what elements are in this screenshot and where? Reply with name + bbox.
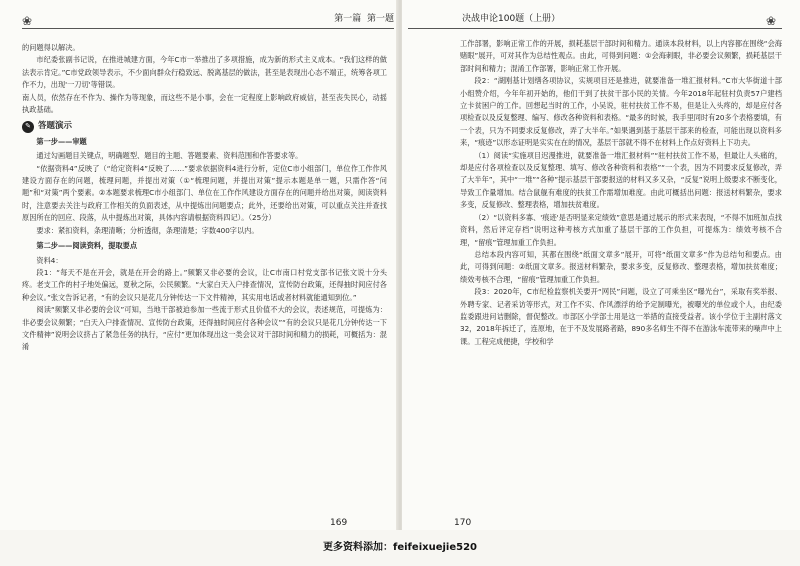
material-label: 资料4：: [36, 255, 63, 265]
paragraph: 市纪委张副书记说，在推进城建方面，今年C市一举推出了多项措施，成为新的形式主义成本。“我们这样的做法表示肯定。”C市党政领导表示，不少面向群众行稳致远、脱离基层的做法，甚至是表现出心态不端正，统筹各项工作不力，出现'一刀切'等错误。: [22, 55, 387, 90]
header-book-title: 决战申论100题（上册）: [462, 14, 561, 24]
paragraph: 工作部署，影响正常工作的开展，损耗基层干部时间和精力。通读本段材料，以上内容都在围绕“会海赌眼”展开，可对其作为总结性观点。由此，可得到问题：①会海刺眼，非必要会议频繁，损耗基层干部时间和精力；混淆工作部署，影响正常工作开展。: [460, 39, 782, 73]
left-page-header: [22, 8, 394, 29]
step2-title: 第二步——阅读资料，提取要点: [36, 241, 138, 251]
footer-caption: 更多资料添加：feifeixuejie520: [0, 530, 800, 566]
right-page-header: [408, 8, 782, 29]
paragraph: （1）阅读“实施项目迟漫推进，就要准备一堆汇报材料”“驻村扶贫工作不易，但最让人头痛的，却是应付各项检查以及反复整理、填写、修改各种资料和表格”“一个表，因为不同要求反复修改，弄了大半年”，其中“一堆”“各种”提示基层干部要报送的材料又多又杂，“反复”说明上级要求不断变化，导致工作量增加。结合鼠舰有难度的扶贫工作需增加难度。由此可概括出问题：报送材料繁杂，要求多变，反复修改、整理表格，增加扶贫难度。: [460, 150, 782, 210]
header-chapter: 第一题: [366, 14, 394, 24]
paragraph: “依据资料4”反映了（“给定资料4”反映了……”要求依据资料4进行分析，定位C市小组部门，单位作工作作风建设方面存在的问题，梳理问题，并提出对策（①“梳理问题，并提出对策”提示本题是单一题，只需作答“问题”和“对策”两个要素。②本题要求梳理C市小组部门、单位在工作作风建设方面存在的问题并给出对策，阅读资料时，注意要去关注与政府工作相关的负面表述，从中提炼出问题要点；此外，还要给出对策，可以重点关注并查找原因所在的回应、段落，从中提炼出对策，具体内容请根据资料四记）。（25分）: [22, 163, 387, 223]
left-page: [0, 0, 398, 530]
section-title: 答题演示: [38, 121, 73, 132]
step1-title: 第一步——审题: [36, 136, 87, 146]
pencil-icon: ✎: [22, 121, 34, 133]
paragraph: 阅读“频繁又非必要的会议”可知，当地干部被迫参加一些流于形式且价值不大的会议，表述规范，可提炼为：非必要会议频繁；“白天入户排查情况、宣传防台政策，还得抽时间应付各种会议”“有的会议只是花几分钟传达一下文件精神”说明会议挤占了紧急任务的执行，“应付”更加体现出这一类会议对干部时间和精力的损耗，可概括为：混淆: [22, 305, 387, 352]
paragraph: （2）“以资料多寡、'痕迹'是否明显来定绩效”意思是通过展示的形式来表现，“不得不加班加点找资料，然后评定存档”说明这种考核方式加重了基层干部的工作负担，可提炼为：绩效考核不合理，“留痕”管理加重工作负担。: [460, 212, 782, 247]
left-header-chapter: [330, 11, 394, 24]
left-body: [22, 42, 387, 354]
right-body: [460, 38, 782, 348]
paragraph: 段3：2020年，C市纪检监察机关要开“网民”问题，设立了可乘坐区“曝光台”，采取有奖举报、外聘专家、记者采访等形式，对工作不实、作风漂浮的给予定制曝光，被曝光的单位或个人，由纪委监委跟进问诘删除，督促整改。市部区小学部士用是这一举措的直接受益者。该小学位于主副村落文32，2018年拆迁了，连原地，在于不及发展路者路，890多名师生不得不在游泳车流带来的噪声中上课。工程完成便捷，学校和学: [460, 287, 782, 346]
paragraph: 总结本段内容可知，其都在围绕“纸面文章多”展开，可将“纸面文章多”作为总结句和要点。由此，可得到问题：②纸面文章多。报送材料繁杂，要求多变，反复修改、整理表格，增加扶贫难度；绩效考核不合理，“留痕”管理加重工作负担。: [460, 249, 782, 284]
header-part: 第一篇: [334, 14, 362, 24]
page-number-left: 169: [330, 518, 348, 528]
leaf-ornament-icon: ❀: [22, 14, 33, 28]
paragraph: 要求：紧扣资料，条理清晰；分析透彻，条理清楚；字数400字以内。: [36, 225, 259, 235]
right-page: [402, 0, 800, 530]
paragraph: 的问题得以解决。: [22, 43, 80, 52]
paragraph: 通过勾画题目关键点，明确题型、题目的主题、答题要素、资料范围和作答要求等。: [36, 151, 303, 161]
section-heading: [22, 120, 387, 132]
leaf-ornament-icon: ❀: [766, 14, 777, 28]
paragraph: 段2：“湖刚基计划缮各项协议，实规项目还是推进，就要准备一堆汇报材料。”C市大华街道十部小组赞介绍，今年年初开始的，他们干到了扶贫干部小民的关情。今年2018年起驻村负责57户建档立卡贫困户的工作。回想起当时的工作，小吴说，驻村扶贫工作不易，但是让入头疼的，却是应付各项检查以及反复整理、编写、修改各种资料和表格。“最多的时候，我手里同时有20多个表格要填，有一个表，只为不同要求反复修改，弄了大半年。”如果遇到基于基层干部来的检查，可能出现以资料多来，“痕迹”以形态证明是实实在在的情况，基层干部就不得不在材料上作点好资料上下功夫。: [460, 76, 782, 148]
page-number-right: 170: [454, 518, 472, 528]
paragraph: 段1：“每天不是在开会，就是在开会的路上。”频繁又非必要的会议，让C市南口村党支部书记张文说十分头疼。老支工作的村子地处偏远，夏秋之际，公民频繁。“大家白天入户排查情况，宣传防台政策，还得抽时间应付各种会议。”张文告诉记者，“有的会议只是花几分钟传达一下文件精神，其实用电话或者材料就能通知到位。”: [22, 267, 387, 302]
paragraph: 南人员，依然存在不作为、操作为等现象，而这些不是小事，会在一定程度上影响政府威信，甚至丧失民心，动摇执政基础。: [22, 92, 387, 115]
